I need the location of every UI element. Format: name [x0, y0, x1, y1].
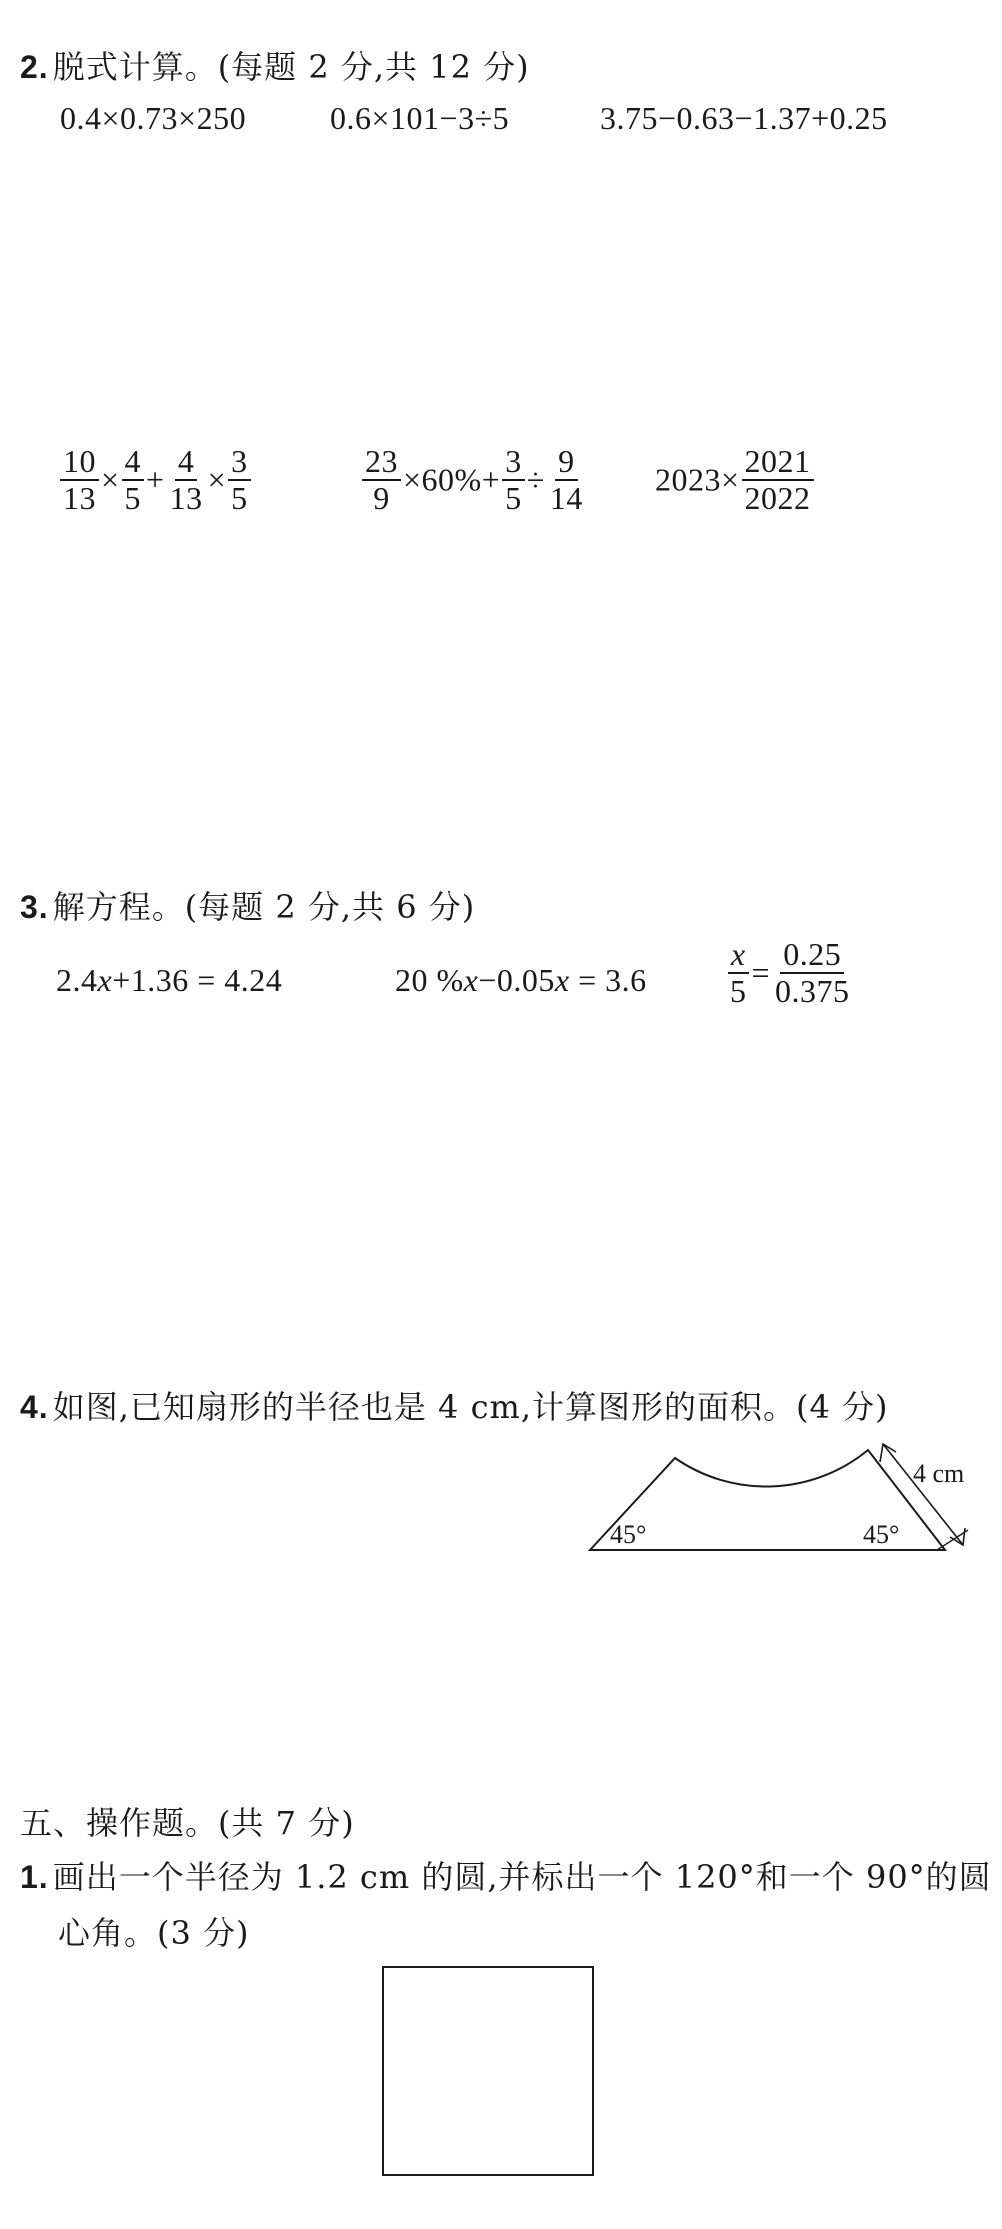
sector-figure	[580, 1420, 980, 1570]
q4-title-text: 如图,已知扇形的半径也是 4 cm,计算图形的面积。(4 分)	[52, 1388, 889, 1426]
numerator	[728, 937, 749, 974]
q2-expr-2: 0.6×101−3÷5	[330, 100, 510, 136]
left-angle-label: 45°	[610, 1520, 647, 1549]
q2-number: 2.	[20, 49, 49, 85]
q3-number: 3.	[20, 889, 49, 925]
denominator: 5	[231, 480, 248, 517]
denominator: 2022	[744, 480, 811, 517]
denominator: 5	[505, 480, 522, 517]
q2-expr-4	[58, 444, 253, 516]
q4-number: 4.	[20, 1389, 49, 1425]
s5-q1-text: 画出一个半径为 1.2 cm 的圆,并标出一个 120°和一个 90°的圆	[52, 1858, 992, 1896]
length-label: 4 cm	[913, 1459, 965, 1488]
q3-eq-2	[395, 962, 647, 999]
numerator: 9	[555, 444, 578, 481]
q3-title	[20, 882, 475, 928]
fraction	[742, 444, 814, 516]
right-angle-label: 45°	[863, 1520, 900, 1549]
variable: x	[730, 936, 746, 972]
term: −0.05	[478, 962, 555, 998]
variable: x	[463, 962, 479, 998]
q2-expr-1: 0.4×0.73×250	[60, 100, 247, 136]
operator: =	[751, 954, 771, 991]
operator: +	[146, 461, 165, 498]
numerator: 3	[502, 444, 525, 481]
denominator: 13	[169, 480, 203, 517]
drawing-box[interactable]	[382, 1966, 594, 2176]
fraction	[772, 937, 853, 1009]
numerator: 2021	[742, 444, 814, 481]
fraction	[547, 444, 586, 516]
numerator: 3	[228, 444, 251, 481]
denominator: 13	[63, 480, 96, 517]
arrow-head-top	[880, 1444, 896, 1462]
numerator: 4	[122, 444, 145, 481]
term: +1.36 = 4.24	[112, 962, 283, 998]
fraction	[228, 444, 251, 516]
q3-title-text: 解方程。(每题 2 分,共 6 分)	[52, 888, 476, 926]
operator: 2023×	[655, 461, 740, 498]
section5-title: 五、操作题。(共 7 分)	[20, 1804, 355, 1842]
fraction	[362, 444, 401, 516]
denominator: 14	[549, 480, 583, 517]
term: 20 %	[395, 962, 464, 998]
denominator: 5	[730, 973, 747, 1010]
numerator: 23	[362, 444, 401, 481]
s5-q1-line2: 心角。(3 分)	[58, 1914, 250, 1952]
term: = 3.6	[569, 962, 647, 998]
operator: ×60%+	[403, 461, 501, 498]
fraction	[60, 444, 99, 516]
operator: ÷	[526, 461, 545, 498]
q2-title	[20, 42, 530, 88]
s5-q1-number: 1.	[20, 1859, 49, 1895]
s5-q1-line1	[20, 1852, 992, 1898]
q3-eq-3	[725, 937, 855, 1009]
operator: ×	[207, 461, 227, 498]
numerator: 0.25	[780, 937, 844, 974]
q2-expr-6	[655, 444, 816, 516]
fraction	[502, 444, 525, 516]
q2-expr-5	[360, 444, 588, 516]
q2-title-text: 脱式计算。(每题 2 分,共 12 分)	[52, 48, 530, 86]
variable: x	[97, 962, 113, 998]
numerator: 10	[60, 444, 99, 481]
variable: x	[554, 962, 570, 998]
q2-expr-3: 3.75−0.63−1.37+0.25	[600, 100, 888, 136]
denominator: 0.375	[775, 973, 850, 1010]
fraction	[727, 937, 750, 1009]
fraction	[167, 444, 206, 516]
denominator: 9	[373, 480, 390, 517]
q3-eq-1	[56, 962, 282, 999]
term: 2.4	[56, 962, 98, 998]
numerator: 4	[175, 444, 198, 481]
fraction	[122, 444, 145, 516]
operator: ×	[101, 461, 120, 498]
denominator: 5	[124, 480, 142, 517]
